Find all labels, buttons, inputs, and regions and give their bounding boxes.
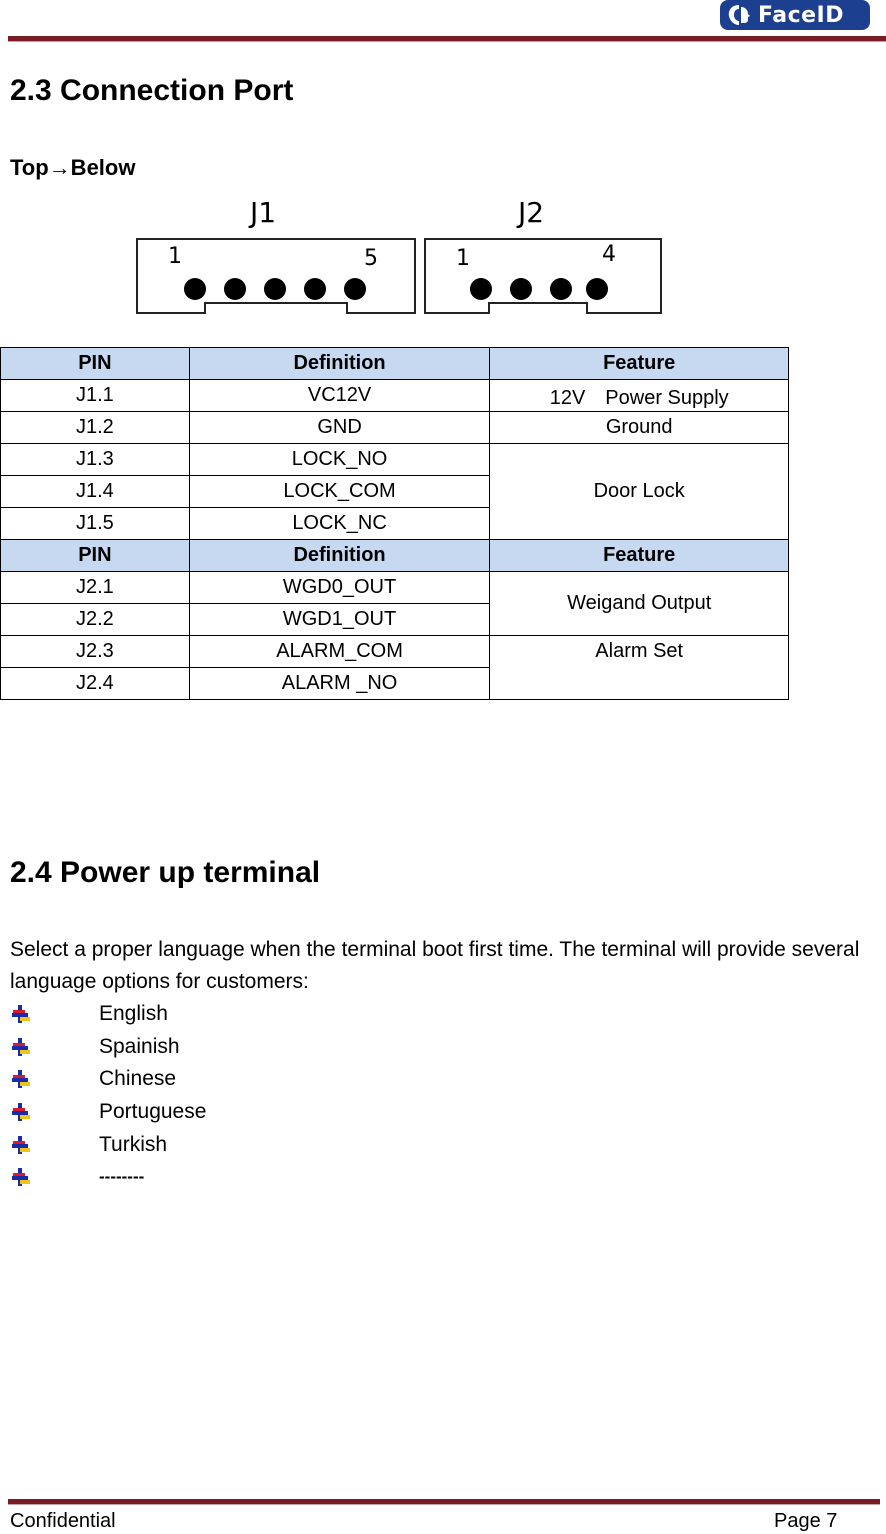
- feature-cell: Ground: [490, 412, 789, 444]
- j2-key-tab: [488, 302, 588, 314]
- table-row: [1, 444, 789, 476]
- footer-page-number: Page 7: [774, 1510, 838, 1532]
- definition-cell: ALARM_COM: [189, 636, 490, 668]
- pin-cell: J1.3: [1, 444, 190, 476]
- bullet-icon: [10, 1036, 32, 1058]
- orientation-label: Top→Below: [10, 155, 136, 180]
- table-row: [1, 412, 789, 444]
- column-header: PIN: [1, 348, 190, 380]
- section-title-connection: 2.3 Connection Port: [10, 74, 294, 107]
- pin-cell: J2.2: [1, 604, 190, 636]
- feature-cell: Alarm Set: [490, 636, 789, 700]
- column-header: PIN: [1, 540, 190, 572]
- pin-definition-table: [0, 347, 789, 700]
- pin-cell: J2.1: [1, 572, 190, 604]
- definition-cell: LOCK_COM: [189, 476, 490, 508]
- bullet-icon: [10, 1003, 32, 1025]
- header-rule: [8, 36, 886, 42]
- j2-last-pin-number: 4: [602, 242, 616, 267]
- definition-cell: GND: [189, 412, 490, 444]
- footer-confidential: Confidential: [10, 1510, 116, 1532]
- language-label: Turkish: [99, 1132, 168, 1156]
- definition-cell: ALARM _NO: [189, 668, 490, 700]
- pin-cell: J1.1: [1, 380, 190, 412]
- list-item: [10, 1031, 206, 1064]
- j2-connector: [424, 238, 662, 314]
- feature-cell: Door Lock: [490, 444, 789, 540]
- j2-pin: [510, 278, 532, 300]
- table-row: [1, 380, 789, 412]
- j1-first-pin-number: 1: [168, 244, 182, 269]
- definition-cell: VC12V: [189, 380, 490, 412]
- pin-cell: J1.5: [1, 508, 190, 540]
- bullet-icon: [10, 1166, 32, 1188]
- j1-pin: [304, 278, 326, 300]
- definition-cell: LOCK_NO: [189, 444, 490, 476]
- pin-cell: J2.3: [1, 636, 190, 668]
- definition-cell: LOCK_NC: [189, 508, 490, 540]
- footer-rule: [8, 1499, 880, 1505]
- column-header: Feature: [490, 348, 789, 380]
- language-list: [10, 998, 206, 1194]
- table-row: [1, 572, 789, 604]
- feature-cell: Weigand Output: [490, 572, 789, 636]
- language-label: Spainish: [99, 1034, 180, 1058]
- j1-last-pin-number: 5: [364, 246, 378, 271]
- j1-pin: [344, 278, 366, 300]
- definition-cell: WGD0_OUT: [189, 572, 490, 604]
- feature-cell: 12V Power Supply: [490, 380, 789, 412]
- j1-label: J1: [250, 196, 277, 229]
- logo-text: FaceID: [758, 2, 844, 28]
- language-label: --------: [99, 1167, 145, 1187]
- j1-pin: [224, 278, 246, 300]
- bullet-icon: [10, 1134, 32, 1156]
- list-item: [10, 998, 206, 1031]
- column-header: Definition: [189, 348, 490, 380]
- column-header: Feature: [490, 540, 789, 572]
- j2-pin: [586, 278, 608, 300]
- language-label: Portuguese: [99, 1100, 207, 1124]
- j2-pin: [470, 278, 492, 300]
- j1-connector: [136, 238, 416, 314]
- list-item: [10, 1063, 206, 1096]
- j1-pin: [264, 278, 286, 300]
- language-label: English: [99, 1002, 168, 1026]
- bullet-icon: [10, 1068, 32, 1090]
- bullet-icon: [10, 1101, 32, 1123]
- table-row: [1, 636, 789, 668]
- j2-first-pin-number: 1: [456, 246, 470, 271]
- faceid-logo: [720, 0, 870, 30]
- connector-diagram: [130, 196, 670, 320]
- list-item: [10, 1128, 206, 1161]
- pin-cell: J2.4: [1, 668, 190, 700]
- face-icon: [726, 3, 752, 27]
- power-up-paragraph: Select a proper language when the terminal boot first time. The terminal will provide several language options for customers:: [10, 938, 860, 993]
- list-item: [10, 1096, 206, 1129]
- list-item: [10, 1161, 206, 1194]
- j1-pin: [184, 278, 206, 300]
- pin-cell: J1.4: [1, 476, 190, 508]
- definition-cell: WGD1_OUT: [189, 604, 490, 636]
- column-header: Definition: [189, 540, 490, 572]
- j1-key-tab: [204, 302, 348, 314]
- table-header-row: [1, 348, 789, 380]
- j2-label: J2: [518, 196, 545, 229]
- section-title-power: 2.4 Power up terminal: [10, 856, 321, 889]
- language-label: Chinese: [99, 1067, 177, 1091]
- j2-pin: [550, 278, 572, 300]
- table-header-row: [1, 540, 789, 572]
- pin-cell: J1.2: [1, 412, 190, 444]
